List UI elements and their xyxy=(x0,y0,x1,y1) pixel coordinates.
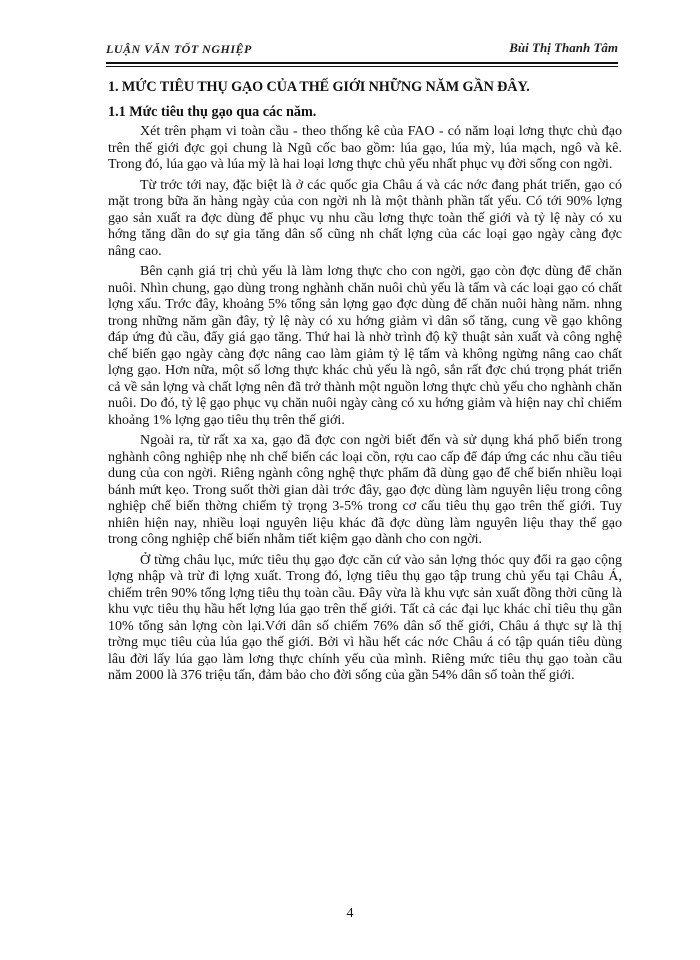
paragraph: Từ trớc tới nay, đặc biệt là ở các quốc gia Châu á và các nớc đang phát triển, gạo có mặt trong bữa ăn hàng ngày của con ngời nh là một thành phần tất yếu. Có tới 90% lợng gạo sản xuất ra đợc dùng để phục vụ nhu cầu lơng thực toàn thế giới và tỷ lệ này có xu hớng tăng dần do sự gia tăng dân số cũng nh chất lợng của các loại gạo ngày càng đợc nâng cao. xyxy=(108,177,622,259)
running-header xyxy=(106,40,618,62)
paragraph: Ngoài ra, từ rất xa xa, gạo đã đợc con ngời biết đến và sử dụng khá phổ biến trong nghành công nghiệp nhẹ nh chế biến các loại cồn, rợu cao cấp để đáp ứng các nhu cầu tiêu dung của con ngời. Riêng ngành công nghệ thực phẩm đã dùng gạo để chế biến nhiều loại bánh mứt kẹo. Trong suốt thời gian dài trớc đây, gạo đợc dùng làm nguyên liệu trong công nghiệp chế biến thờng chiếm tỷ trọng 3-5% trong cơ cấu tiêu thụ gạo trên thế giới. Tuy nhiên hiện nay, nhiều loại nguyên liệu khác đã đợc dùng làm nguyên liệu thay thế gạo trong công nghiệp chế biến nhằm tiết kiệm gạo dành cho con ngời. xyxy=(108,433,622,547)
header-rule-thin xyxy=(106,66,618,67)
header-thesis-label: LUẬN VĂN TỐT NGHIỆP xyxy=(106,42,252,56)
header-author-name: Bùi Thị Thanh Tâm xyxy=(509,40,618,55)
header-rule xyxy=(106,62,618,64)
section-title: 1. MỨC TIÊU THỤ GẠO CỦA THẾ GIỚI NHỮNG NĂM GẦN ĐÂY. xyxy=(108,79,530,95)
paragraph: Bên cạnh giá trị chủ yếu là làm lơng thực cho con ngời, gạo còn đợc dùng để chăn nuôi. Nhìn chung, gạo dùng trong nghành chăn nuôi chủ yếu là tấm và các loại gạo có chất lợng xấu. Trớc đây, khoảng 5% tổng sản lợng gạo đợc dùng để chăn nuôi hàng năm. nhng trong những năm gần đây, tỷ lệ này có xu hớng giảm vì dân số tăng, cung về gạo không đáp ứng đủ cầu, đẩy giá gạo tăng. Thứ hai là nhờ trình độ kỹ thuật sản xuất và công nghệ chế biến gạo ngày càng đợc nâng cao làm giảm tỷ lệ tấm và không ngừng nâng cao chất lợng gạo. Hơn nữa, một số lơng thực khác chủ yếu là ngô, sắn rất đợc chú trọng phát triển cả về sản lợng và chất lợng nên đã trở thành một nguồn lơng thực chủ yếu cho nghành chăn nuôi. Do đó, tỷ lệ gạo phục vụ chăn nuôi ngày càng có xu hớng giảm và hiện nay chỉ chiếm khoảng 1% lợng gạo tiêu thụ trên thế giới. xyxy=(108,264,622,428)
paragraph: Xét trên phạm vi toàn cầu - theo thống kê của FAO - có năm loại lơng thực chủ đạo trên thế giới đợc gọi chung là Ngũ cốc bao gồm: lúa gạo, lúa mỳ, lúa mạch, ngô và kê. Trong đó, lúa gạo và lúa mỳ là hai loại lơng thực chủ yếu nhất phục vụ đời sống con ngời. xyxy=(108,124,622,172)
page-body xyxy=(108,76,622,689)
page-number: 4 xyxy=(346,906,354,921)
paragraph: Ở từng châu lục, mức tiêu thụ gạo đợc căn cứ vào sản lợng thóc quy đổi ra gạo cộng lợng nhập và trừ đi lợng xuất. Trong đó, lợng tiêu thụ gạo tập trung chủ yếu tại Châu Á, chiếm trên 90% tổng lợng tiêu thụ toàn cầu. Đây vừa là khu vực sản xuất đồng thời cũng là khu vực tiêu thụ hầu hết lợng lúa gạo trên thế giới. Tất cả các đại lục khác chỉ tiêu thụ gần 10% tổng sản lợng còn lại.Với dân số chiếm 76% dân số thế giới, Châu á thực sự là thị trờng mục tiêu của lúa gạo thế giới. Bởi vì hầu hết các nớc Châu á có tập quán tiêu dùng lâu đời lấy lúa gạo làm lơng thực chính yếu của mình. Riêng mức tiêu thụ gạo toàn cầu năm 2000 là 376 triệu tấn, đảm bảo cho đời sống của gần 54% dân số toàn thế giới. xyxy=(108,552,622,683)
subsection-title: 1.1 Mức tiêu thụ gạo qua các năm. xyxy=(108,104,317,120)
